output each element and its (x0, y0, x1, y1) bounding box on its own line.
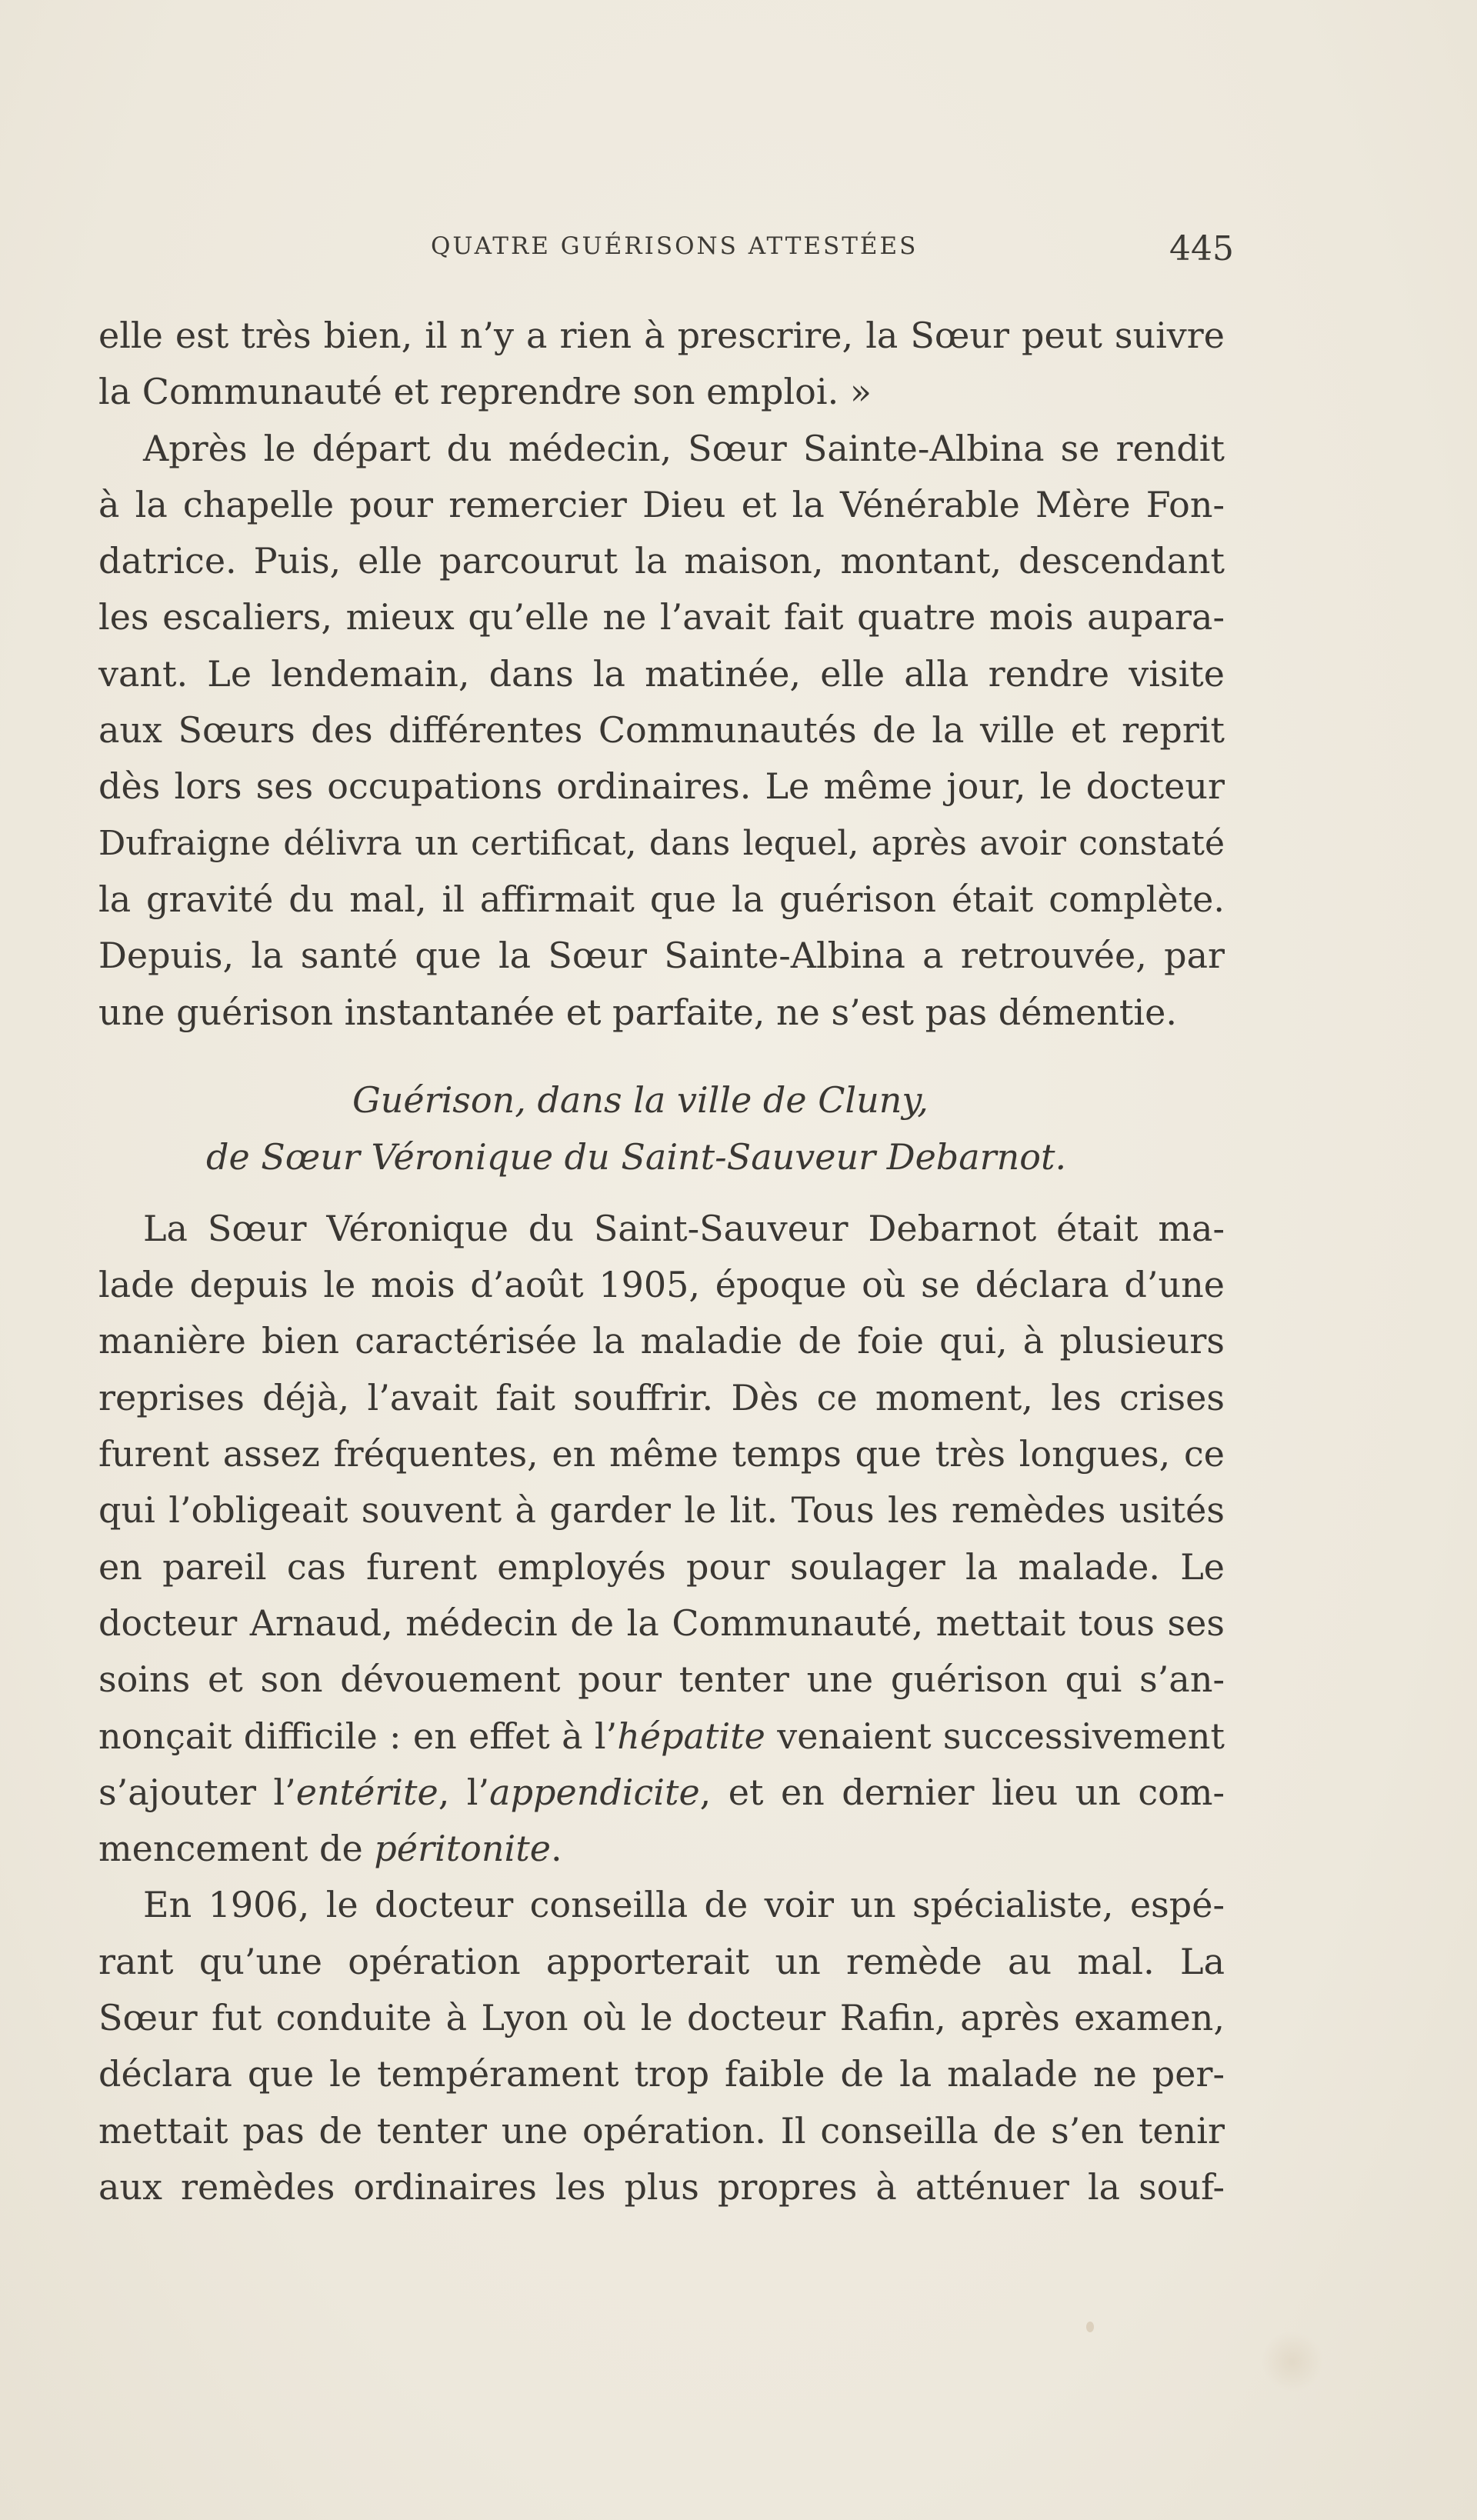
section-heading-line-1: Guérison, dans la ville de Cluny, (352, 1078, 929, 1121)
text-line: en pareil cas furent employés pour soulager la malade. Le (98, 1545, 1225, 1588)
page-number: 445 (1169, 229, 1234, 268)
text-line: Après le départ du médecin, Sœur Sainte-Albina se rendit (143, 427, 1225, 469)
italic-term: hépatite (617, 1715, 765, 1757)
spacer (98, 1041, 1225, 1072)
running-title: QUATRE GUÉRISONS ATTESTÉES (431, 232, 919, 260)
spacer (98, 1185, 1225, 1201)
text-line: reprises déjà, l’avait fait souffrir. Dès ce moment, les crises (98, 1376, 1225, 1418)
text-line: mettait pas de tenter une opération. Il conseilla de s’en tenir (98, 2109, 1225, 2152)
text-line: En 1906, le docteur conseilla de voir un spécialiste, espé- (143, 1884, 1225, 1926)
text-line: Sœur fut conduite à Lyon où le docteur Rafin, après examen, (98, 1997, 1225, 2039)
text-run: , l’ (438, 1771, 490, 1813)
text-line: une guérison instantanée et parfaite, ne s’est pas démentie. (98, 991, 1177, 1033)
italic-term: entérite (295, 1771, 438, 1813)
text-line: à la chapelle pour remercier Dieu et la Vénérable Mère Fon- (98, 483, 1225, 525)
text-line: vant. Le lendemain, dans la matinée, elle alla rendre visite (98, 652, 1225, 695)
text-line: soins et son dévouement pour tenter une guérison qui s’an- (98, 1658, 1225, 1701)
text-line: la Communauté et reprendre son emploi. » (98, 371, 872, 413)
text-line: elle est très bien, il n’y a rien à prescrire, la Sœur peut suivre (98, 315, 1225, 356)
text-line: aux Sœurs des différentes Communautés de la ville et reprit (98, 709, 1225, 752)
text-line: docteur Arnaud, médecin de la Communauté, mettait tous ses (98, 1602, 1225, 1644)
paper-stain (1262, 2331, 1323, 2392)
text-line: datrice. Puis, elle parcourut la maison, montant, descendant (98, 540, 1225, 582)
text-run: , et en dernier lieu un com- (699, 1771, 1225, 1813)
section-heading-line-2: de Sœur Véronique du Saint-Sauveur Debarnot. (206, 1135, 1067, 1178)
italic-term: appendicite (489, 1771, 700, 1813)
text-line: dès lors ses occupations ordinaires. Le même jour, le docteur (98, 765, 1225, 808)
text-run: nonçait difficile : en effet à l’ (98, 1715, 618, 1757)
text-line: Dufraigne délivra un certificat, dans lequel, après avoir constaté (98, 823, 1225, 863)
text-line (98, 1708, 1225, 1765)
italic-term: péritonite (374, 1828, 551, 1870)
text-run: venaient successivement (765, 1715, 1225, 1757)
text-line: lade depuis le mois d’août 1905, époque où se déclara d’une (98, 1264, 1225, 1306)
text-line: aux remèdes ordinaires les plus propres à atténuer la souf- (98, 2165, 1225, 2208)
text-run: . (550, 1828, 562, 1870)
text-line (98, 1765, 1225, 1821)
text-line: manière bien caractérisée la maladie de foie qui, à plusieurs (98, 1320, 1225, 1362)
text-line: rant qu’une opération apporterait un remède au mal. La (98, 1940, 1225, 1982)
paper-speck (1086, 2322, 1094, 2332)
text-run: s’ajouter l’ (98, 1771, 296, 1813)
text-line: déclara que le tempérament trop faible de la malade ne per- (98, 2053, 1225, 2095)
text-line: Depuis, la santé que la Sœur Sainte-Albina a retrouvée, par (98, 935, 1225, 977)
text-line: qui l’obligeait souvent à garder le lit. Tous les remèdes usités (98, 1489, 1225, 1532)
text-line: furent assez fréquentes, en même temps que très longues, ce (98, 1433, 1225, 1475)
body-text (98, 308, 1225, 2215)
text-run: mencement de (98, 1828, 375, 1870)
text-line: la gravité du mal, il affirmait que la guérison était complète. (98, 878, 1225, 920)
text-line: La Sœur Véronique du Saint-Sauveur Debarnot était ma- (143, 1207, 1225, 1249)
text-line: les escaliers, mieux qu’elle ne l’avait fait quatre mois aupara- (98, 596, 1225, 638)
text-line (98, 1821, 1225, 1877)
